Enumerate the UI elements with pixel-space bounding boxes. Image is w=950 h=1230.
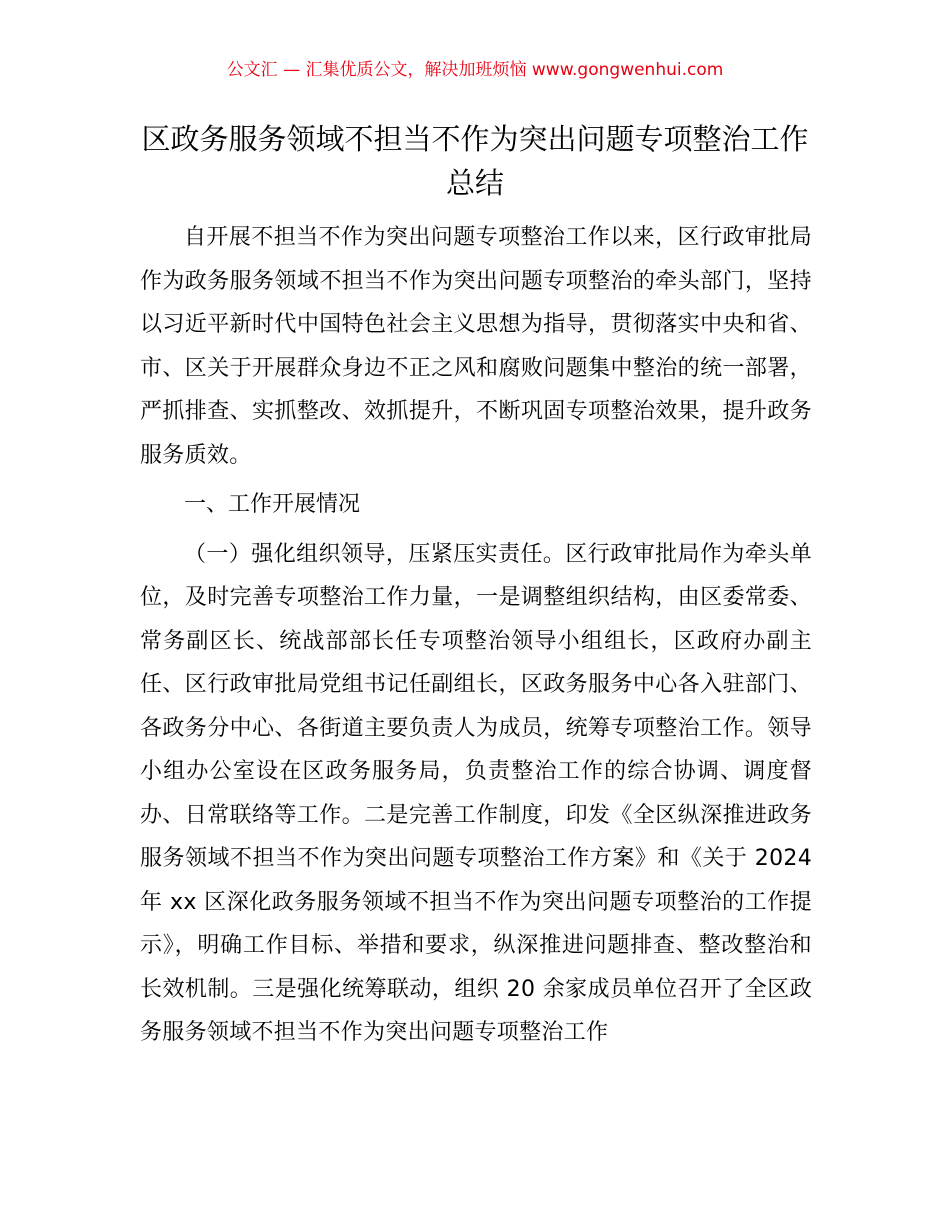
intro-paragraph: 自开展不担当不作为突出问题专项整治工作以来，区行政审批局作为政务服务领域不担当不作为突出问题专项整治的牵头部门，坚持以习近平新时代中国特色社会主义思想为指导，贯彻落实中央和省、市、区关于开展群众身边不正之风和腐败问题集中整治的统一部署，严抓排查、实抓整改、效抓提升，不断巩固专项整治效果，提升政务服务质效。 bbox=[140, 225, 812, 468]
section-heading: 一、工作开展情况 bbox=[184, 492, 361, 517]
section-paragraph: （一）强化组织领导，压紧压实责任。区行政审批局作为牵头单位，及时完善专项整治工作力量，一是调整组织结构，由区委常委、常务副区长、统战部部长任专项整治领导小组组长，区政府办副主任、区行政审批局党组书记任副组长，区政务服务中心各入驻部门、各政务分中心、各街道主要负责人为成员，统筹专项整治工作。领导小组办公室设在区政务服务局，负责整治工作的综合协调、调度督办、日常联络等工作。二是完善工作制度，印发《全区纵深推进政务服务领域不担当不作为突出问题专项整治工作方案》和《关于 2024 年 xx 区深化政务服务领域不担当不作为突出问题专项整治的工作提示》，明确工作目标、举措和要求，纵深推进问题排查、整改整治和长效机制。三是强化统筹联动，组织 20 余家成员单位召开了全区政务服务领域不担当不作为突出问题专项整治工作 bbox=[140, 541, 812, 1045]
document-title: 区政务服务领域不担当不作为突出问题专项整治工作总结 bbox=[141, 122, 809, 200]
document-body bbox=[140, 216, 812, 1055]
header-banner: 公文汇 — 汇集优质公文，解决加班烦恼 www.gongwenhui.com bbox=[226, 60, 724, 80]
